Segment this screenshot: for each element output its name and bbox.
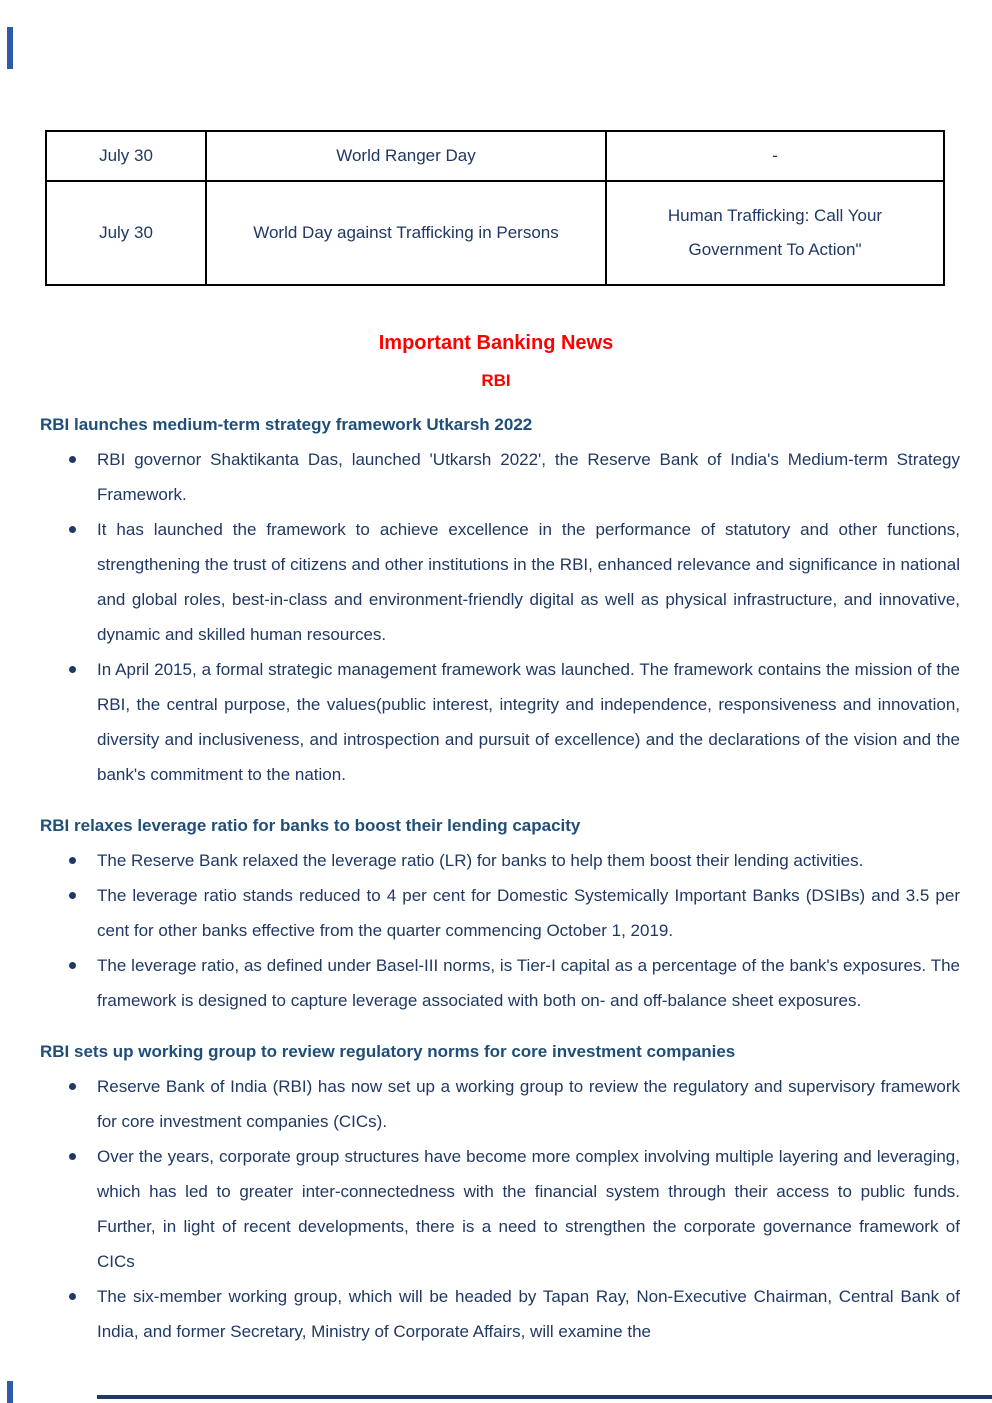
bullet-text: Over the years, corporate group structures have become more complex involving multiple layering and leveraging, which has led to greater inter-connectedness with the financial system through their access to public funds. Further, in light of recent developments, there is a need to strengthen the corporate governance framework of CICs xyxy=(97,1147,960,1271)
news-bullet-list xyxy=(0,442,992,792)
bullet-item xyxy=(97,652,960,792)
section-title-rbi: RBI xyxy=(481,371,511,390)
page-border-fragment-bottom xyxy=(97,1395,992,1399)
theme-cell: - xyxy=(606,131,944,181)
news-bullet-list xyxy=(0,843,992,1018)
bullet-item xyxy=(97,512,960,652)
bullet-text: The leverage ratio, as defined under Basel-III norms, is Tier-I capital as a percentage of the bank's exposures. The framework is designed to capture leverage associated with both on- and off-balance sheet exposures. xyxy=(97,956,960,1010)
bullet-text: In April 2015, a formal strategic management framework was launched. The framework contains the mission of the RBI, the central purpose, the values(public interest, integrity and independence, responsiveness and innovation, diversity and inclusiveness, and introspection and pursuit of excellence) and the declarations of the vision and the bank's commitment to the nation. xyxy=(97,660,960,784)
table-row xyxy=(46,131,944,181)
bullet-item xyxy=(97,843,960,878)
event-cell: World Day against Trafficking in Persons xyxy=(206,181,606,285)
observance-days-table xyxy=(45,130,945,286)
date-cell: July 30 xyxy=(46,181,206,285)
bullet-text: RBI governor Shaktikanta Das, launched 'Utkarsh 2022', the Reserve Bank of India's Medium-term Strategy Framework. xyxy=(97,450,960,504)
bullet-text: The six-member working group, which will be headed by Tapan Ray, Non-Executive Chairman, Central Bank of India, and former Secretary, Ministry of Corporate Affairs, will examine the xyxy=(97,1287,960,1341)
bullet-item xyxy=(97,1279,960,1349)
news-bullet-list xyxy=(0,1069,992,1349)
bullet-item xyxy=(97,442,960,512)
news-heading: RBI relaxes leverage ratio for banks to boost their lending capacity xyxy=(40,816,581,835)
bullet-text: Reserve Bank of India (RBI) has now set up a working group to review the regulatory and supervisory framework for core investment companies (CICs). xyxy=(97,1077,960,1131)
news-heading: RBI launches medium-term strategy framework Utkarsh 2022 xyxy=(40,415,533,434)
table-row xyxy=(46,181,944,285)
bullet-text: The Reserve Bank relaxed the leverage ratio (LR) for banks to help them boost their lending activities. xyxy=(97,851,864,870)
bullet-item xyxy=(97,878,960,948)
page-title: Important Banking News xyxy=(378,332,614,354)
bullet-text: It has launched the framework to achieve excellence in the performance of statutory and other functions, strengthening the trust of citizens and other institutions in the RBI, enhanced relevance and significance in national and global roles, best-in-class and environment-friendly digital as well as physical infrastructure, and innovative, dynamic and skilled human resources. xyxy=(97,520,960,644)
bullet-text: The leverage ratio stands reduced to 4 per cent for Domestic Systemically Important Banks (DSIBs) and 3.5 per cent for other banks effective from the quarter commencing October 1, 2019. xyxy=(97,886,960,940)
date-cell: July 30 xyxy=(46,131,206,181)
bullet-item xyxy=(97,1139,960,1279)
theme-cell: Human Trafficking: Call Your Government To Action" xyxy=(606,181,944,285)
bullet-item xyxy=(97,948,960,1018)
event-cell: World Ranger Day xyxy=(206,131,606,181)
news-heading: RBI sets up working group to review regulatory norms for core investment companies xyxy=(40,1042,736,1061)
page-border-fragment-bottom-left xyxy=(7,1381,13,1403)
bullet-item xyxy=(97,1069,960,1139)
